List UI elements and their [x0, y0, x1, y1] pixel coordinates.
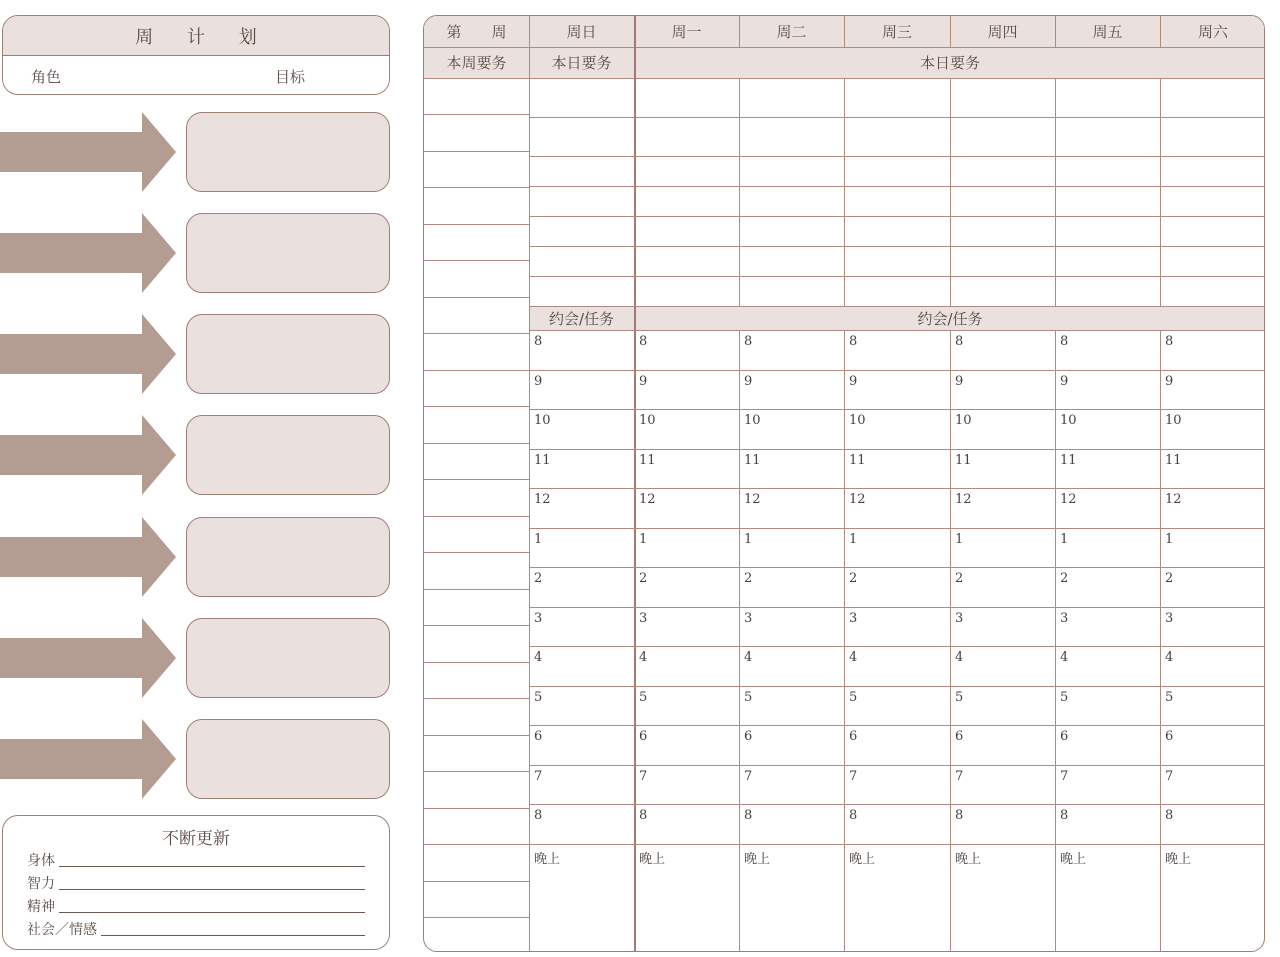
- weekly-task-line: [424, 881, 529, 882]
- hour-label: 晚上: [1060, 852, 1087, 867]
- weekly-task-line: [424, 224, 529, 225]
- task-line: [529, 246, 1265, 247]
- divider: [634, 47, 636, 952]
- hour-label: 1: [1060, 532, 1069, 547]
- arrow-right-icon: [0, 517, 180, 597]
- role-goal-row: [0, 213, 392, 295]
- week-number-label: 第 周: [446, 23, 507, 41]
- hour-label: 8: [534, 808, 543, 823]
- hour-label: 12: [849, 492, 866, 507]
- hour-label: 7: [534, 769, 543, 784]
- weekly-task-line: [424, 516, 529, 517]
- hour-label: 5: [955, 690, 964, 705]
- arrow-right-icon: [0, 314, 180, 394]
- divider: [529, 16, 530, 47]
- arrow-right-icon: [0, 415, 180, 495]
- hour-label: 10: [744, 413, 761, 428]
- hour-label: 3: [639, 611, 648, 626]
- daily-tasks-label-sunday: 本日要务: [551, 54, 612, 72]
- hour-label: 11: [744, 453, 761, 468]
- hour-line: [529, 725, 1265, 726]
- hour-label: 9: [1060, 374, 1069, 389]
- divider: [1160, 16, 1161, 47]
- hour-label: 8: [639, 334, 648, 349]
- divider: [1160, 330, 1161, 952]
- hour-label: 12: [534, 492, 551, 507]
- day-header: 周一: [671, 23, 702, 41]
- hour-label: 晚上: [955, 852, 982, 867]
- goal-label: 目标: [275, 68, 306, 86]
- role-goal-row: [0, 618, 392, 700]
- weekly-task-line: [424, 735, 529, 736]
- hour-label: 6: [849, 729, 858, 744]
- divider: [950, 330, 951, 952]
- divider: [950, 16, 951, 47]
- hour-label: 11: [955, 453, 972, 468]
- hour-label: 9: [849, 374, 858, 389]
- role-goal-row: [0, 415, 392, 497]
- divider: [739, 16, 740, 47]
- hour-label: 10: [1165, 413, 1182, 428]
- hour-label: 8: [1060, 334, 1069, 349]
- renew-line-social[interactable]: [27, 917, 365, 939]
- hour-label: 3: [744, 611, 753, 626]
- hour-label: 11: [849, 453, 866, 468]
- hour-label: 6: [1165, 729, 1174, 744]
- weekly-task-line: [424, 260, 529, 261]
- role-goal-row: [0, 517, 392, 599]
- hour-label: 晚上: [534, 852, 561, 867]
- hour-label: 9: [534, 374, 543, 389]
- hour-label: 9: [955, 374, 964, 389]
- day-header: 周日: [566, 23, 597, 41]
- hour-label: 2: [639, 571, 648, 586]
- hour-label: 2: [849, 571, 858, 586]
- weekly-task-line: [424, 589, 529, 590]
- role-goal-row: [0, 719, 392, 801]
- hour-label: 1: [955, 532, 964, 547]
- hour-label: 8: [639, 808, 648, 823]
- hour-line: [529, 370, 1265, 371]
- day-header: 周四: [987, 23, 1018, 41]
- hour-label: 4: [1165, 650, 1174, 665]
- role-label: 角色: [31, 68, 62, 86]
- weekly-task-line: [424, 370, 529, 371]
- hour-label: 1: [639, 532, 648, 547]
- sharpen-the-saw-box: [2, 815, 390, 950]
- hour-label: 12: [1165, 492, 1182, 507]
- renew-label: 社会／情感: [27, 922, 97, 938]
- hour-label: 8: [1165, 334, 1174, 349]
- hour-label: 5: [744, 690, 753, 705]
- appointments-label-sunday: 约会/任务: [548, 309, 615, 328]
- hour-label: 8: [534, 334, 543, 349]
- hour-label: 1: [849, 532, 858, 547]
- hour-label: 4: [534, 650, 543, 665]
- role-goal-row: [0, 314, 392, 396]
- hour-label: 12: [955, 492, 972, 507]
- hour-label: 9: [744, 374, 753, 389]
- weekly-task-line: [424, 187, 529, 188]
- hour-label: 10: [955, 413, 972, 428]
- weekly-task-line: [424, 151, 529, 152]
- hour-line: [529, 607, 1265, 608]
- hour-label: 晚上: [849, 852, 876, 867]
- role-goal-row: [0, 112, 392, 194]
- hour-label: 1: [1165, 532, 1174, 547]
- hour-label: 8: [744, 334, 753, 349]
- weekly-task-line: [424, 844, 529, 845]
- hour-line: [529, 449, 1265, 450]
- hour-label: 10: [1060, 413, 1077, 428]
- weekly-task-line: [424, 808, 529, 809]
- divider: [529, 306, 1265, 307]
- divider: [1055, 78, 1056, 306]
- divider: [1055, 16, 1056, 47]
- goal-box[interactable]: [186, 314, 390, 394]
- hour-label: 8: [744, 808, 753, 823]
- hour-label: 6: [534, 729, 543, 744]
- divider: [1055, 330, 1056, 952]
- hour-label: 5: [534, 690, 543, 705]
- renew-label: 智力: [27, 876, 55, 892]
- divider: [634, 16, 636, 47]
- hour-label: 4: [744, 650, 753, 665]
- hour-label: 12: [744, 492, 761, 507]
- hour-label: 7: [849, 769, 858, 784]
- divider: [529, 78, 530, 952]
- weekly-task-line: [424, 333, 529, 334]
- divider: [844, 16, 845, 47]
- divider: [1160, 78, 1161, 306]
- hour-line: [529, 409, 1265, 410]
- divider: [844, 78, 845, 306]
- write-line: [59, 911, 365, 913]
- hour-label: 7: [1060, 769, 1069, 784]
- divider: [844, 330, 845, 952]
- hour-label: 1: [744, 532, 753, 547]
- hour-label: 5: [849, 690, 858, 705]
- hour-label: 2: [534, 571, 543, 586]
- appointments-label: 约会/任务: [917, 309, 983, 328]
- hour-label: 2: [1165, 571, 1174, 586]
- weekly-task-line: [424, 114, 529, 115]
- task-line: [529, 186, 1265, 187]
- goal-box[interactable]: [186, 415, 390, 495]
- hour-label: 8: [849, 334, 858, 349]
- hour-label: 2: [744, 571, 753, 586]
- hour-label: 5: [1060, 690, 1069, 705]
- goal-box[interactable]: [186, 213, 390, 293]
- task-line: [529, 216, 1265, 217]
- hour-label: 晚上: [1165, 852, 1192, 867]
- hour-label: 6: [639, 729, 648, 744]
- write-line: [59, 888, 365, 890]
- divider: [739, 78, 740, 306]
- hour-label: 4: [639, 650, 648, 665]
- hour-label: 6: [744, 729, 753, 744]
- hour-label: 8: [1060, 808, 1069, 823]
- divider: [950, 78, 951, 306]
- weekly-task-line: [424, 552, 529, 553]
- hour-line: [529, 804, 1265, 805]
- hour-label: 7: [955, 769, 964, 784]
- hour-label: 4: [955, 650, 964, 665]
- hour-line: [529, 686, 1265, 687]
- hour-label: 1: [534, 532, 543, 547]
- hour-label: 2: [955, 571, 964, 586]
- arrow-right-icon: [0, 112, 180, 192]
- hour-label: 11: [1165, 453, 1182, 468]
- hour-label: 9: [639, 374, 648, 389]
- hour-label: 10: [534, 413, 551, 428]
- hour-line: [529, 567, 1265, 568]
- hour-label: 4: [1060, 650, 1069, 665]
- weekly-schedule-grid: [423, 15, 1265, 952]
- weekly-plan-header: [2, 15, 390, 95]
- hour-line: [529, 844, 1265, 845]
- weekly-task-line: [424, 297, 529, 298]
- renew-label: 精神: [27, 899, 55, 915]
- divider: [424, 47, 1265, 48]
- hour-label: 10: [849, 413, 866, 428]
- hour-line: [529, 528, 1265, 529]
- hour-label: 8: [1165, 808, 1174, 823]
- hour-label: 9: [1165, 374, 1174, 389]
- hour-label: 10: [639, 413, 656, 428]
- divider: [529, 47, 530, 78]
- hour-label: 6: [1060, 729, 1069, 744]
- task-line: [529, 276, 1265, 277]
- renew-label: 身体: [27, 853, 55, 869]
- hour-label: 11: [1060, 453, 1077, 468]
- weekly-task-line: [424, 406, 529, 407]
- hour-label: 6: [955, 729, 964, 744]
- goal-box[interactable]: [186, 112, 390, 192]
- hour-label: 3: [849, 611, 858, 626]
- hour-label: 12: [1060, 492, 1077, 507]
- hour-label: 4: [849, 650, 858, 665]
- weekly-task-line: [424, 625, 529, 626]
- hour-label: 7: [744, 769, 753, 784]
- task-line: [529, 117, 1265, 118]
- hour-label: 8: [955, 334, 964, 349]
- hour-label: 5: [1165, 690, 1174, 705]
- day-header: 周五: [1092, 23, 1123, 41]
- hour-line: [529, 646, 1265, 647]
- hour-label: 8: [849, 808, 858, 823]
- hour-line: [529, 765, 1265, 766]
- hour-label: 11: [639, 453, 656, 468]
- weekly-task-line: [424, 698, 529, 699]
- task-line: [529, 156, 1265, 157]
- divider: [529, 330, 1265, 331]
- arrow-right-icon: [0, 618, 180, 698]
- renew-line-mind[interactable]: [27, 871, 365, 893]
- hour-label: 晚上: [744, 852, 771, 867]
- hour-label: 2: [1060, 571, 1069, 586]
- renew-title: 不断更新: [162, 829, 230, 849]
- hour-label: 7: [639, 769, 648, 784]
- write-line: [59, 865, 365, 867]
- write-line: [101, 934, 365, 936]
- hour-label: 3: [1060, 611, 1069, 626]
- weekly-task-line: [424, 771, 529, 772]
- weekly-task-line: [424, 662, 529, 663]
- goal-box[interactable]: [186, 517, 390, 597]
- hour-label: 5: [639, 690, 648, 705]
- hour-label: 11: [534, 453, 551, 468]
- weekly-task-line: [424, 443, 529, 444]
- hour-label: 12: [639, 492, 656, 507]
- hour-label: 晚上: [639, 852, 666, 867]
- renew-line-spirit[interactable]: [27, 894, 365, 916]
- hour-label: 7: [1165, 769, 1174, 784]
- day-header: 周三: [881, 23, 912, 41]
- day-header: 周六: [1197, 23, 1228, 41]
- goal-box[interactable]: [186, 618, 390, 698]
- hour-label: 3: [534, 611, 543, 626]
- day-header: 周二: [776, 23, 807, 41]
- weekly-task-line: [424, 917, 529, 918]
- arrow-right-icon: [0, 213, 180, 293]
- hour-label: 3: [955, 611, 964, 626]
- hour-label: 8: [955, 808, 964, 823]
- hour-label: 3: [1165, 611, 1174, 626]
- weekly-task-line: [424, 479, 529, 480]
- renew-line-body[interactable]: [27, 848, 365, 870]
- arrow-right-icon: [0, 719, 180, 799]
- weekly-tasks-label: 本周要务: [446, 54, 507, 72]
- goal-box[interactable]: [186, 719, 390, 799]
- weekly-plan-title: 周 计 划: [3, 16, 389, 56]
- hour-line: [529, 488, 1265, 489]
- divider: [739, 330, 740, 952]
- daily-tasks-label: 本日要务: [919, 54, 980, 72]
